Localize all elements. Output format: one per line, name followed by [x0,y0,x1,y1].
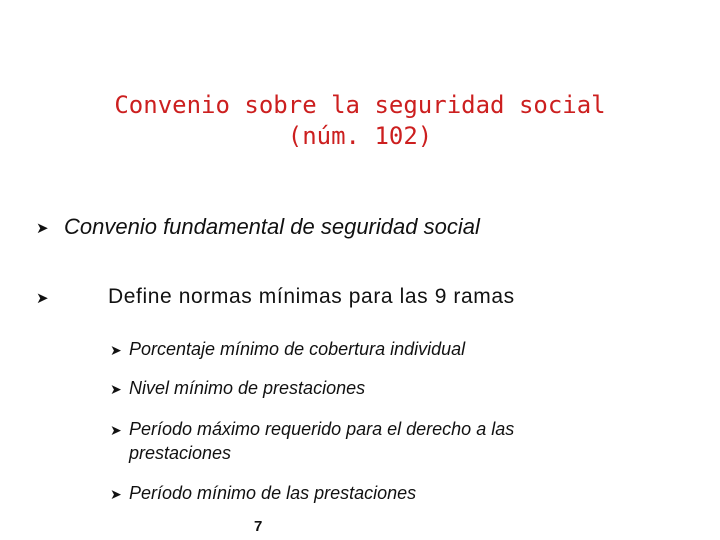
bullet-text: Define normas mínimas para las 9 ramas [108,285,515,308]
sub-bullet-text: Porcentaje mínimo de cobertura individual [129,339,466,359]
arrow-bullet-icon: ➤ [110,382,122,398]
sub-bullet-text: Período máximo requerido para el derecho a las prestaciones [129,419,515,463]
page-number: 7 [254,518,263,535]
arrow-bullet-icon: ➤ [110,343,122,359]
slide-title-line-1: Convenio sobre la seguridad social [114,91,606,119]
sub-bullet-text: Período mínimo de las prestaciones [129,483,417,503]
arrow-bullet-icon: ➤ [36,289,49,307]
arrow-bullet-icon: ➤ [110,423,122,439]
bullet-text: Convenio fundamental de seguridad social [64,214,480,239]
slide-title [0,90,720,152]
sub-bullet-text: Nivel mínimo de prestaciones [129,378,366,398]
slide-title-line-2: (núm. 102) [287,122,433,150]
arrow-bullet-icon: ➤ [36,219,49,237]
arrow-bullet-icon: ➤ [110,487,122,503]
